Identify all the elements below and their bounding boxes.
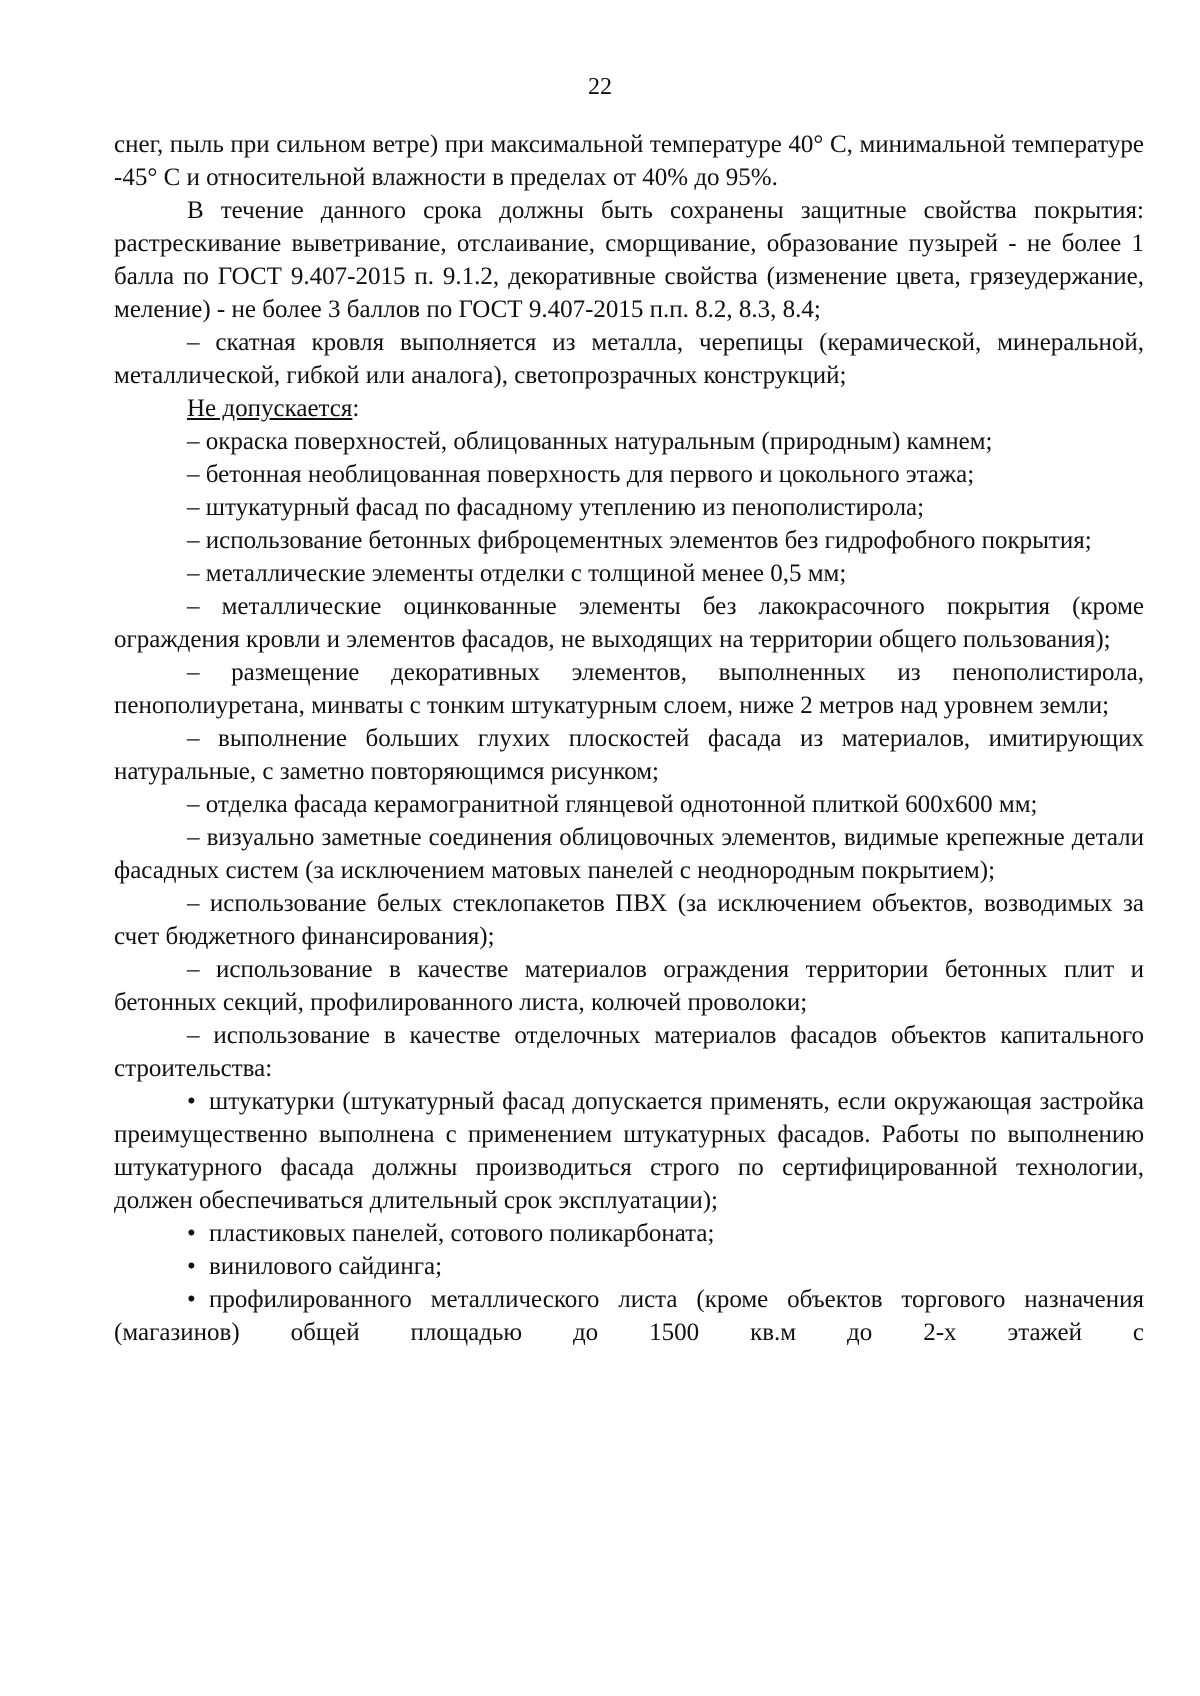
bullet-icon: • [187, 1088, 196, 1115]
list-item-stone-painting: – окраска поверхностей, облицованных натуральным (природным) камнем; [187, 428, 993, 455]
list-item-galvanized-metal: – металлические оцинкованные элементы без лакокрасочного покрытия (кроме ограждения кровли и элементов фасадов, не выходящих на территории общего пользования); [114, 593, 1144, 653]
bullet-item-text: винилового сайдинга; [209, 1253, 443, 1280]
list-item-plaster-facade: – штукатурный фасад по фасадному утеплению из пенополистирола; [187, 494, 925, 521]
bullet-item-profiled-sheet [114, 1283, 1144, 1349]
list-item-glossy-tile: – отделка фасада керамогранитной глянцевой однотонной плиткой 600x600 мм; [187, 791, 1038, 818]
bullet-icon: • [187, 1286, 196, 1313]
bullet-item-plaster [114, 1085, 1144, 1217]
list-item-decorative-elements: – размещение декоративных элементов, выполненных из пенополистирола, пенополиуретана, минваты с тонким штукатурным слоем, ниже 2 метров над уровнем земли; [114, 659, 1144, 719]
bullet-item-text: профилированного металлического листа (кроме объектов торгового назначения (магазинов) общей площадью до 1500 кв.м до 2-х этажей с [114, 1286, 1144, 1346]
list-item-blind-planes: – выполнение больших глухих плоскостей фасада из материалов, имитирующих натуральные, с заметно повторяющимся рисунком; [114, 725, 1144, 785]
list-item-pitched-roof: – скатная кровля выполняется из металла, черепицы (керамической, минеральной, металлической, гибкой или аналога), светопрозрачных конструкций; [114, 329, 1144, 389]
list-item-concrete-surface: – бетонная необлицованная поверхность для первого и цокольного этажа; [187, 461, 975, 488]
document-body [114, 128, 1144, 1349]
bullet-item-vinyl-siding [114, 1250, 1144, 1283]
not-allowed-label: Не допускается [187, 395, 353, 422]
list-item-visible-joints: – визуально заметные соединения облицовочных элементов, видимые крепежные детали фасадных систем (за исключением матовых панелей с неоднородным покрытием); [114, 824, 1144, 884]
list-item-finishing-materials: – использование в качестве отделочных материалов фасадов объектов капитального строительства: [114, 1022, 1144, 1082]
bullet-item-text: штукатурки (штукатурный фасад допускается применять, если окружающая застройка преимущественно выполнена с применением штукатурных фасадов. Работы по выполнению штукатурного фасада должны производиться строго по сертифицированной технологии, должен обеспечиваться длительный срок эксплуатации); [114, 1088, 1144, 1214]
heading-not-allowed [114, 392, 1144, 425]
bullet-item-plastic-panels [114, 1217, 1144, 1250]
bullet-icon: • [187, 1220, 196, 1247]
page-number: 22 [588, 74, 612, 100]
list-item-metal-thickness: – металлические элементы отделки с толщиной менее 0,5 мм; [187, 560, 847, 587]
paragraph-protective-properties: В течение данного срока должны быть сохранены защитные свойства покрытия: растрескивание выветривание, отслаивание, сморщивание, образование пузырей - не более 1 балла по ГОСТ 9.407-2015 п. 9.1.2, декоративные свойства (изменение цвета, грязеудержание, меление) - не более 3 баллов по ГОСТ 9.407-2015 п.п. 8.2, 8.3, 8.4; [114, 197, 1144, 323]
bullet-item-text: пластиковых панелей, сотового поликарбоната; [209, 1220, 715, 1247]
list-item-fencing-materials: – использование в качестве материалов ограждения территории бетонных плит и бетонных секций, профилированного листа, колючей проволоки; [114, 956, 1144, 1016]
not-allowed-colon: : [352, 395, 360, 422]
paragraph-continuation: снег, пыль при сильном ветре) при максимальной температуре 40° С, минимальной температуре -45° С и относительной влажности в пределах от 40% до 95%. [114, 131, 1144, 191]
list-item-fiber-cement: – использование бетонных фиброцементных элементов без гидрофобного покрытия; [187, 527, 1092, 554]
bullet-icon: • [187, 1253, 196, 1280]
list-item-white-pvc: – использование белых стеклопакетов ПВХ (за исключением объектов, возводимых за счет бюджетного финансирования); [114, 890, 1144, 950]
